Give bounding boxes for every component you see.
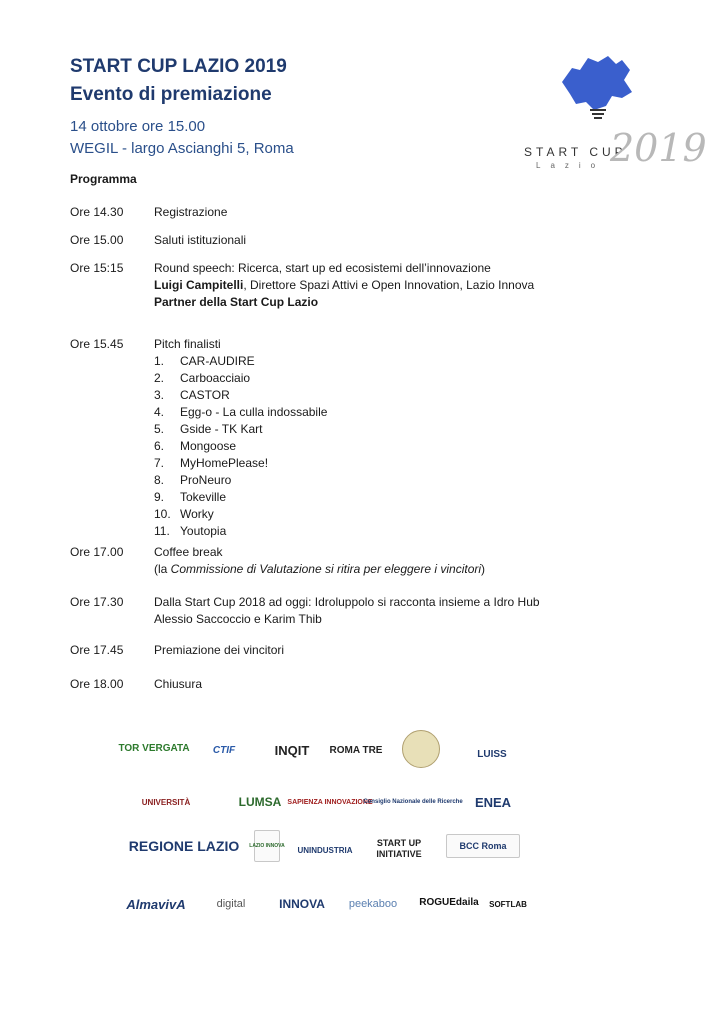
- finalists-list: [154, 353, 614, 540]
- speaker-role: , Direttore Spazi Attivi e Open Innovation, Lazio Innova: [243, 278, 535, 292]
- program-text: Coffee break: [154, 545, 223, 559]
- logo-peekaboo: peekaboo: [348, 898, 398, 910]
- logo-cnr: Consiglio Nazionale delle Ricerche: [363, 799, 463, 805]
- logo-bcc-roma: BCC Roma: [446, 834, 520, 858]
- finalist-item: 5. Gside - TK Kart: [154, 422, 263, 436]
- logo-almaviva: AlmavivA: [126, 896, 186, 912]
- university-seal-icon: [402, 730, 440, 768]
- logo-startup-initiative: START UP INITIATIVE: [376, 838, 422, 859]
- logo-tor-vergata: TOR VERGATA: [118, 742, 190, 754]
- logo-year: 2019: [610, 126, 707, 170]
- event-title: START CUP LAZIO 2019: [70, 56, 287, 77]
- logo-regione-lazio: REGIONE LAZIO: [128, 838, 240, 854]
- start-cup-logo: [520, 50, 707, 180]
- finalist-item: 6. Mongoose: [154, 439, 237, 453]
- lazio-region-icon: [550, 50, 640, 120]
- start-cup-wordmark: START CUP: [524, 145, 627, 159]
- finalist-item: 10. Worky: [154, 507, 214, 521]
- logo-rogue: ROGUEdaila: [419, 896, 479, 908]
- program-text: Alessio Saccoccio e Karim Thib: [154, 612, 322, 626]
- finalist-item: 7. MyHomePlease!: [154, 456, 269, 470]
- partner-label: Partner della Start Cup Lazio: [154, 295, 319, 309]
- logo-ctif: CTIF: [212, 744, 236, 756]
- finalist-item: 11. Youtopia: [154, 524, 227, 538]
- finalist-item: 2. Carboacciaio: [154, 371, 251, 385]
- event-subtitle: Evento di premiazione: [70, 84, 272, 105]
- program-time: Ore 17.30: [70, 595, 124, 609]
- program-text: Premiazione dei vincitori: [154, 643, 285, 657]
- finalist-item: 9. Tokeville: [154, 490, 227, 504]
- program-heading: Programma: [70, 172, 137, 186]
- program-time: Ore 15.45: [70, 337, 124, 351]
- program-time: Ore 15.00: [70, 233, 124, 247]
- finalist-item: 1. CAR-AUDIRE: [154, 354, 255, 368]
- finalist-item: 3. CASTOR: [154, 388, 230, 402]
- logo-digital: digital: [216, 898, 246, 910]
- program-text: Chiusura: [154, 677, 203, 691]
- logo-universita: UNIVERSITÀ: [141, 797, 191, 807]
- lazio-wordmark: Lazio: [536, 161, 606, 170]
- event-venue: WEGIL - largo Ascianghi 5, Roma: [70, 140, 294, 157]
- logo-unindustria: UNINDUSTRIA: [297, 845, 353, 855]
- program-text: Registrazione: [154, 205, 228, 219]
- program-text: Saluti istituzionali: [154, 233, 247, 247]
- logo-lazio-innova: LAZIO INNOVA: [254, 830, 280, 862]
- program-time: Ore 18.00: [70, 677, 124, 691]
- event-date: 14 ottobre ore 15.00: [70, 118, 206, 135]
- logo-roma-tre: ROMA TRE: [329, 744, 383, 756]
- program-text: Dalla Start Cup 2018 ad oggi: Idroluppolo si racconta insieme a Idro Hub: [154, 595, 540, 609]
- logo-enea: ENEA: [474, 794, 512, 810]
- finalist-item: 4. Egg-o - La culla indossabile: [154, 405, 328, 419]
- program-time: Ore 14.30: [70, 205, 124, 219]
- program-time: Ore 17.00: [70, 545, 124, 559]
- program-time: Ore 17.45: [70, 643, 124, 657]
- logo-luiss: LUISS: [477, 748, 507, 760]
- logo-sapienza: SAPIENZA INNOVAZIONE: [287, 798, 373, 806]
- logo-softlab: SOFTLAB: [489, 899, 527, 909]
- finalist-item: 8. ProNeuro: [154, 473, 232, 487]
- program-note: (la Commissione di Valutazione si ritira per eleggere i vincitori): [154, 562, 486, 576]
- program-text: Round speech: Ricerca, start up ed ecosistemi dell’innovazione: [154, 261, 491, 275]
- program-text: Pitch finalisti: [154, 337, 221, 351]
- speaker-name: Luigi Campitelli: [154, 278, 244, 292]
- program-time: Ore 15:15: [70, 261, 124, 275]
- logo-inqit: INQIT: [274, 742, 310, 758]
- speaker-line: [154, 277, 614, 294]
- logo-innova: INNOVA: [279, 897, 325, 911]
- logo-lumsa: LUMSA: [238, 795, 282, 809]
